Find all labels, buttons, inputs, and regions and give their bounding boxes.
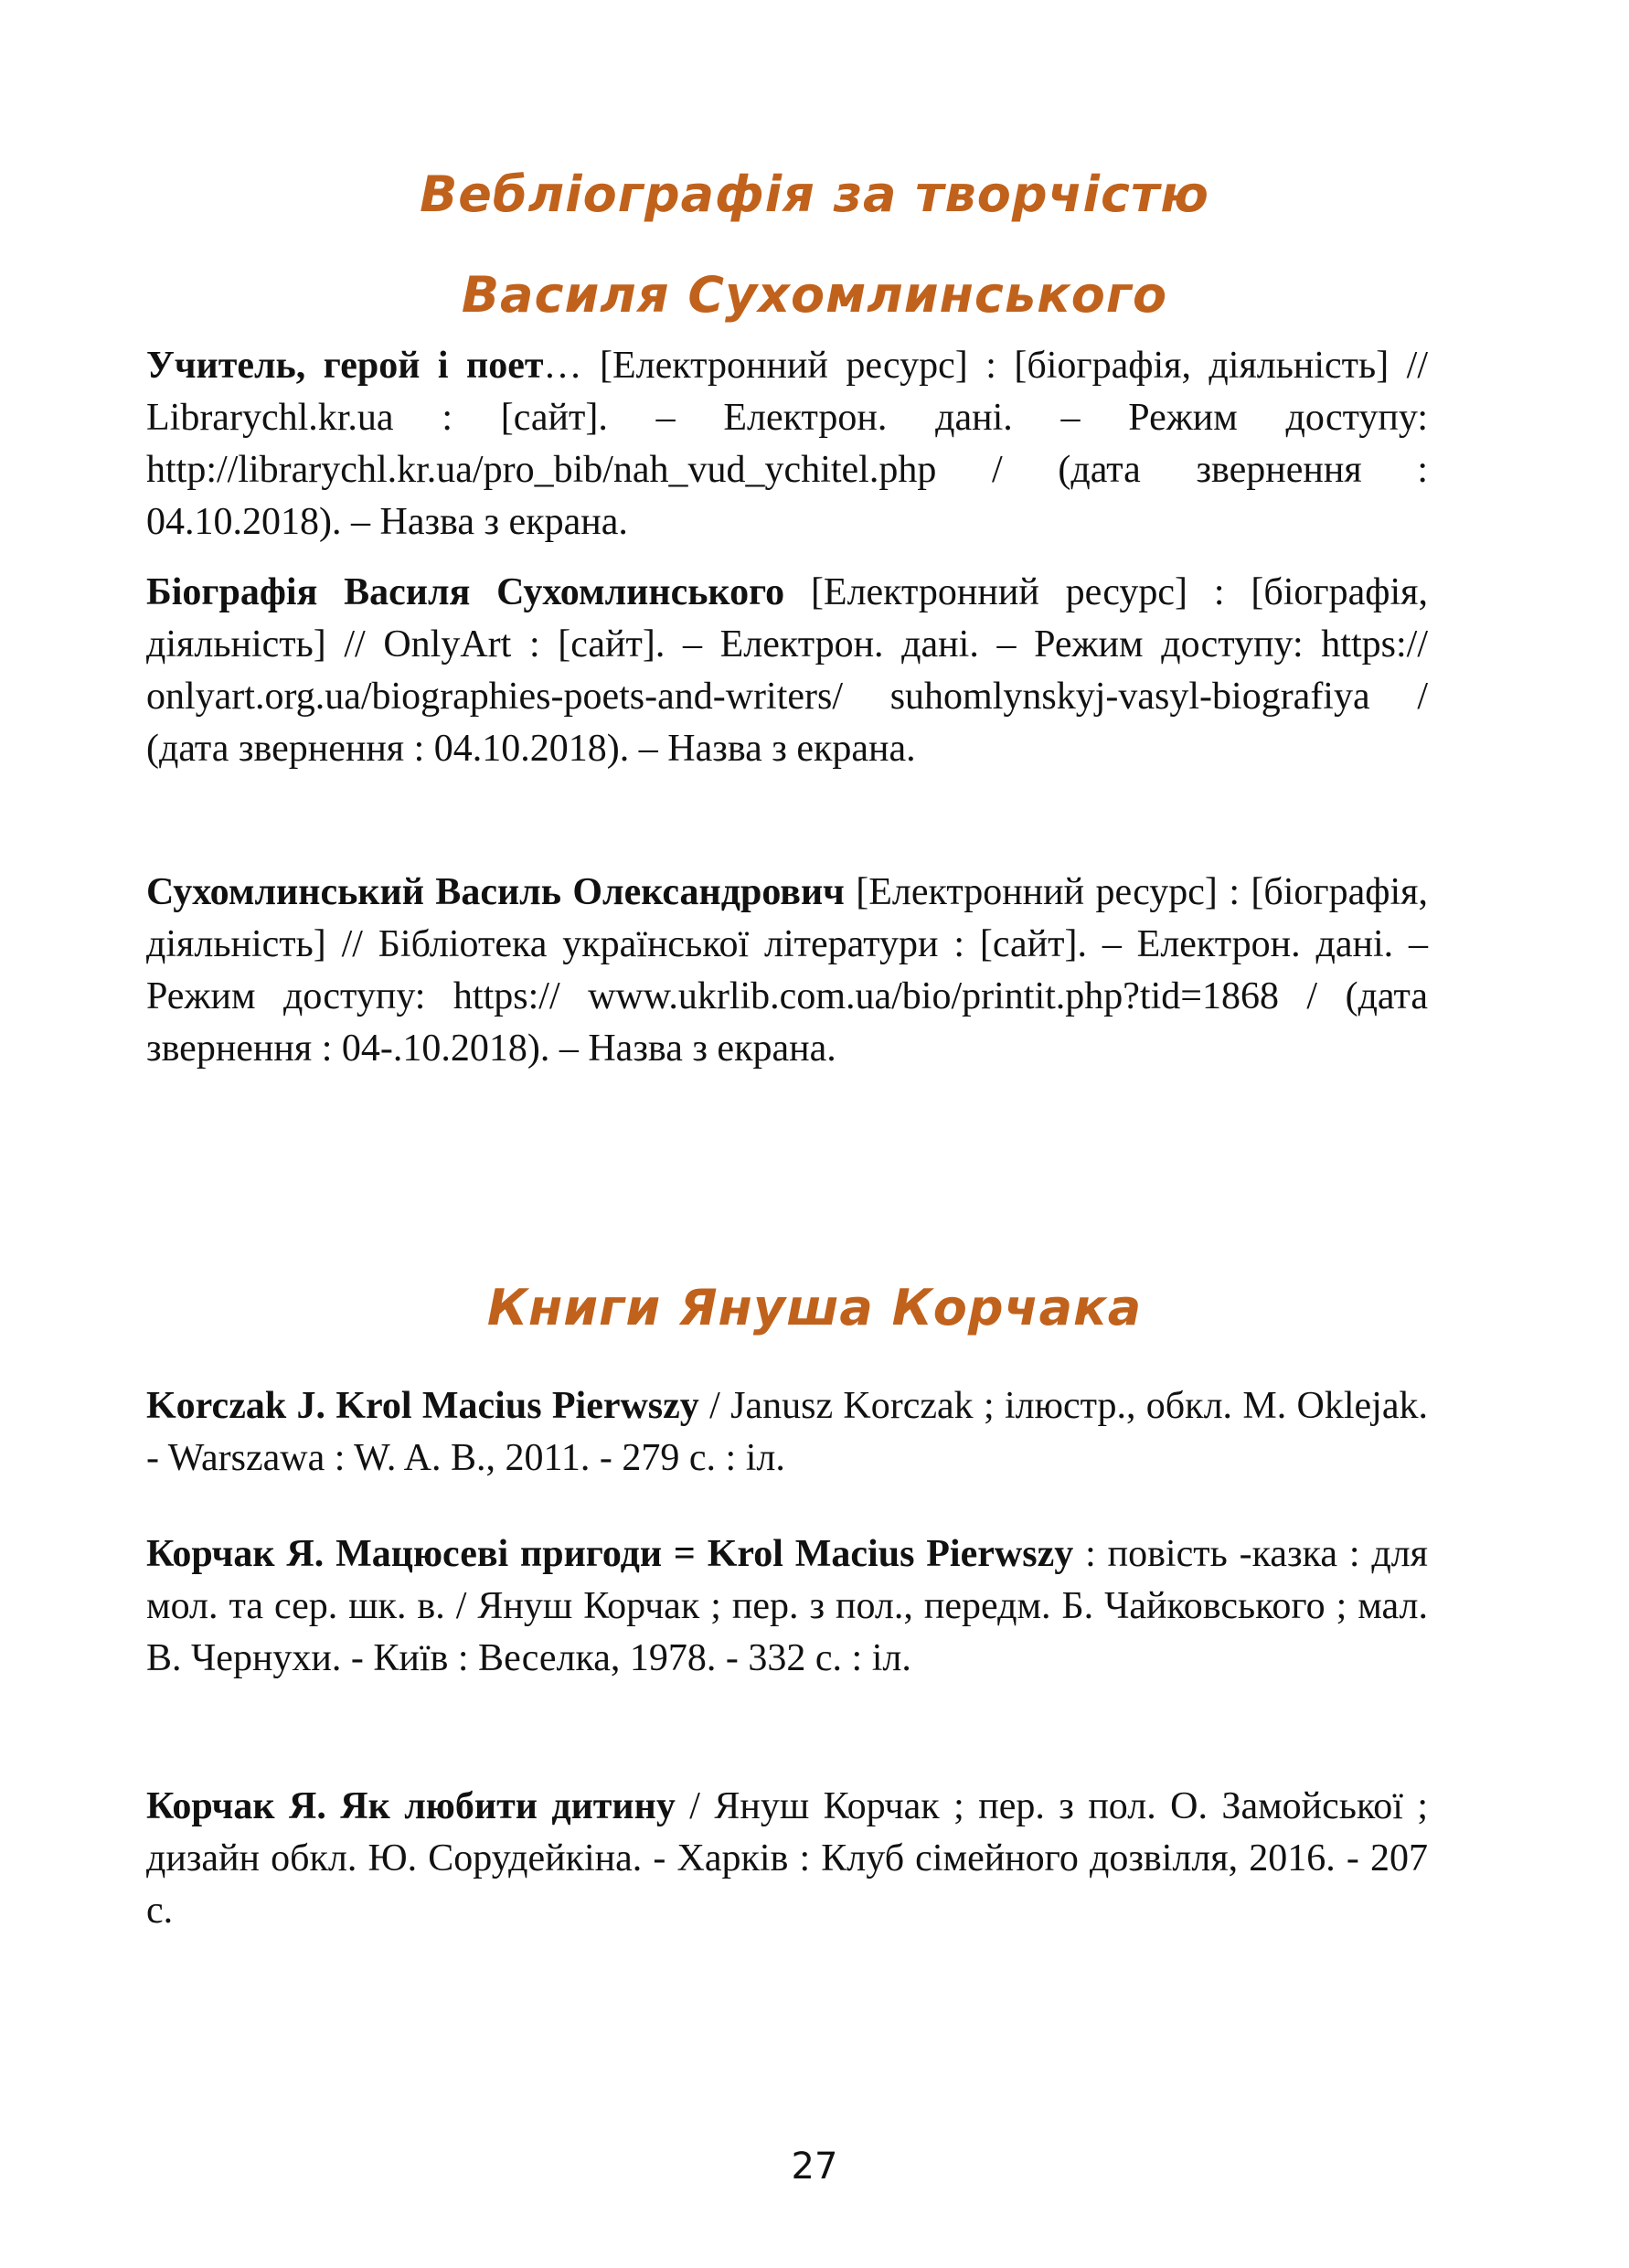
- section-title-webliography-subject: Василя Сухомлинського: [461, 266, 1168, 324]
- entry-description: [Електронний ресурс] : [біографія, діяльність] // Бібліотека української літератури : [сайт]. – Електрон. дані. – Режим доступу: https:// www.ukrlib.com.ua/bio/printit.php?tid=1868 / (дата звернення : 04-.10.2018). – Назва з екрана.: [146, 871, 1428, 1070]
- bibliography-entry: [146, 567, 1428, 775]
- entry-title: Учитель, герой і поет: [146, 345, 544, 387]
- bibliography-entry: [146, 340, 1428, 548]
- entry-description: / Janusz Korczak ; ілюстр., обкл. M. Oklejak. - Warszawa : W. A. B., 2011. - 279 с. : іл.: [146, 1385, 1428, 1479]
- entry-description: [Електронний ресурс] : [біографія, діяльність] // OnlyArt : [сайт]. – Електрон. дані. – Режим доступу: https:// onlyart.org.ua/biographies-poets-and-writers/ suhomlynskyj-vasyl-biografiya / (дата звернення : 04.10.2018). – Назва з екрана.: [146, 571, 1428, 770]
- entry-description: … [Електронний ресурс] : [біографія, діяльність] // Librarychl.kr.ua : [сайт]. – Електрон. дані. – Режим доступу: http://librarychl.kr.ua/pro_bib/nah_vud_ychitel.php / (дата звернення : 04.10.2018). – Назва з екрана.: [146, 345, 1428, 543]
- bibliography-entry: [146, 1781, 1428, 1937]
- section-title-webliography: Вебліографія за творчістю: [420, 165, 1209, 223]
- bibliography-entry: [146, 1380, 1428, 1485]
- entry-title: Korczak J. Krol Macius Pierwszy: [146, 1385, 699, 1427]
- bibliography-entry: [146, 867, 1428, 1075]
- entry-title: Корчак Я. Мацюсеві пригоди = Krol Macius Pierwszy: [146, 1533, 1074, 1575]
- bibliography-entry: [146, 1528, 1428, 1685]
- section-title-korczak-books: Книги Януша Корчака: [486, 1279, 1143, 1336]
- entry-title: Біографія Василя Сухомлинського: [146, 571, 785, 613]
- entry-title: Сухомлинський Василь Олександрович: [146, 871, 845, 913]
- entry-title: Корчак Я. Як любити дитину: [146, 1785, 676, 1827]
- entry-description: : повість -казка : для мол. та сер. шк. в. / Януш Корчак ; пер. з пол., передм. Б. Чайковського ; мал. В. Чернухи. - Київ : Веселка, 1978. - 332 с. : іл.: [146, 1533, 1429, 1679]
- entry-description: / Януш Корчак ; пер. з пол. О. Замойської ; дизайн обкл. Ю. Сорудейкіна. - Харків : Клуб сімейного дозвілля, 2016. - 207 с.: [146, 1785, 1428, 1932]
- page-number: 27: [791, 2146, 838, 2188]
